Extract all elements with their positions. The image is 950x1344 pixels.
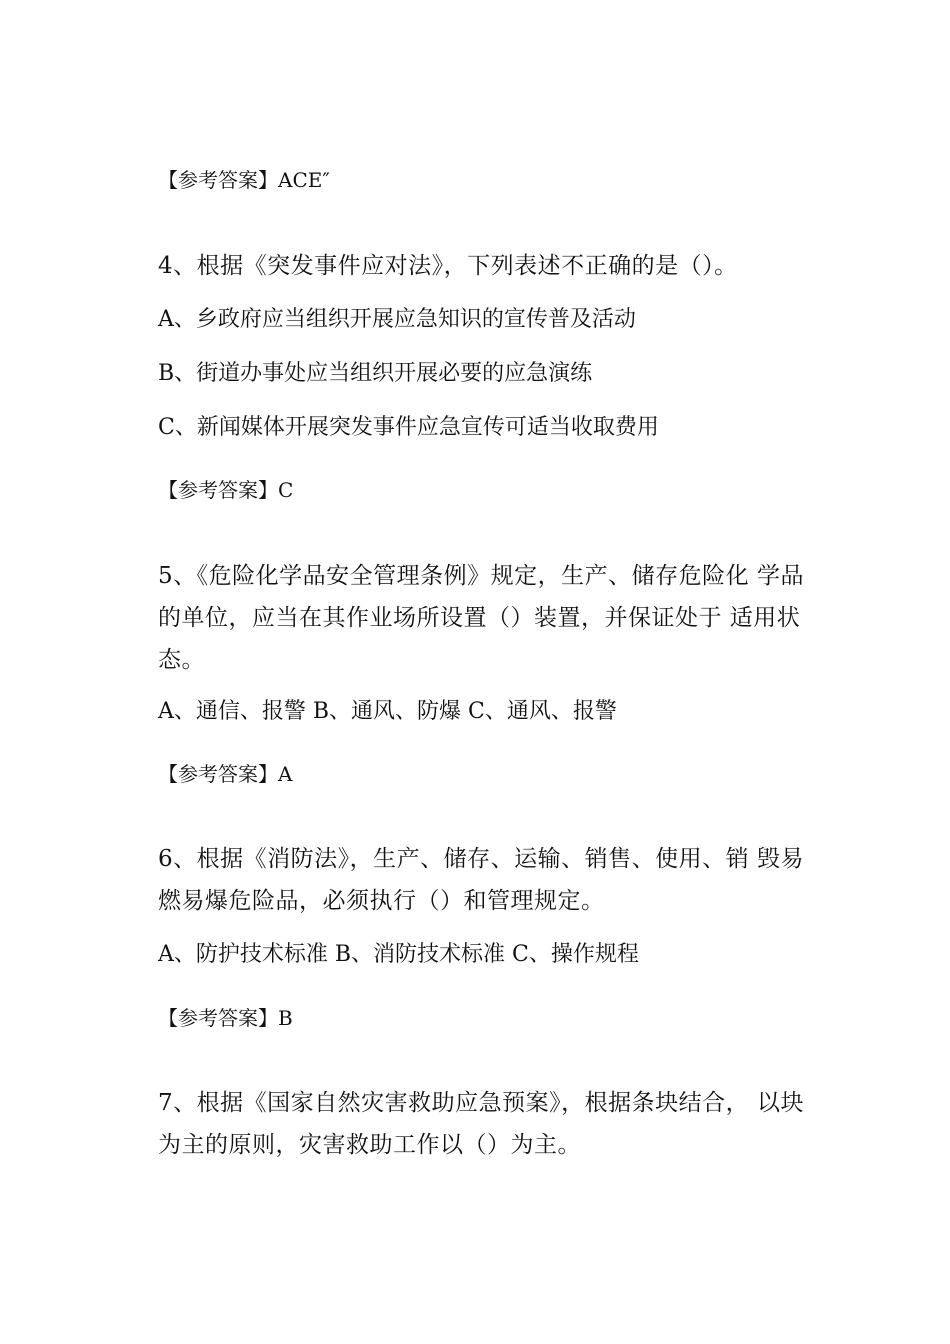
answer-3: 【参考答案】ACE″ [158,168,330,192]
answer-6: 【参考答案】B [158,1006,293,1030]
question-4-stem: 4、根据《突发事件应对法》，下列表述不正确的是（）。 [158,253,738,279]
question-7-stem-line1: 7、根据《国家自然灾害救助应急预案》，根据条块结合， 以块 [158,1090,804,1116]
answer-5: 【参考答案】A [158,762,293,786]
question-6-options: A、防护技术标准 B、消防技术标准 C、操作规程 [158,942,639,967]
question-4-option-b: B、街道办事处应当组织开展必要的应急演练 [158,361,593,386]
question-6-stem-line1: 6、根据《消防法》，生产、储存、运输、销售、使用、销 毁易 [158,846,804,872]
question-4-option-a: A、乡政府应当组织开展应急知识的宣传普及活动 [158,307,636,332]
question-5-stem-line1: 5、《危险化学品安全管理条例》规定，生产、储存危险化 学品 [158,563,804,589]
question-7-stem-line2: 为主的原则，灾害救助工作以（）为主。 [158,1132,581,1158]
question-5-stem-line2: 的单位，应当在其作业场所设置（）装置，并保证处于 适用状 [158,605,801,631]
question-6-stem-line2: 燃易爆危险品，必须执行（）和管理规定。 [158,888,605,914]
answer-4: 【参考答案】C [158,478,294,502]
question-5-stem-line3: 态。 [158,647,205,673]
question-4-option-c: C、新闻媒体开展突发事件应急宣传可适当收取费用 [158,415,659,440]
question-5-options: A、通信、报警 B、通风、防爆 C、通风、报警 [158,699,617,724]
